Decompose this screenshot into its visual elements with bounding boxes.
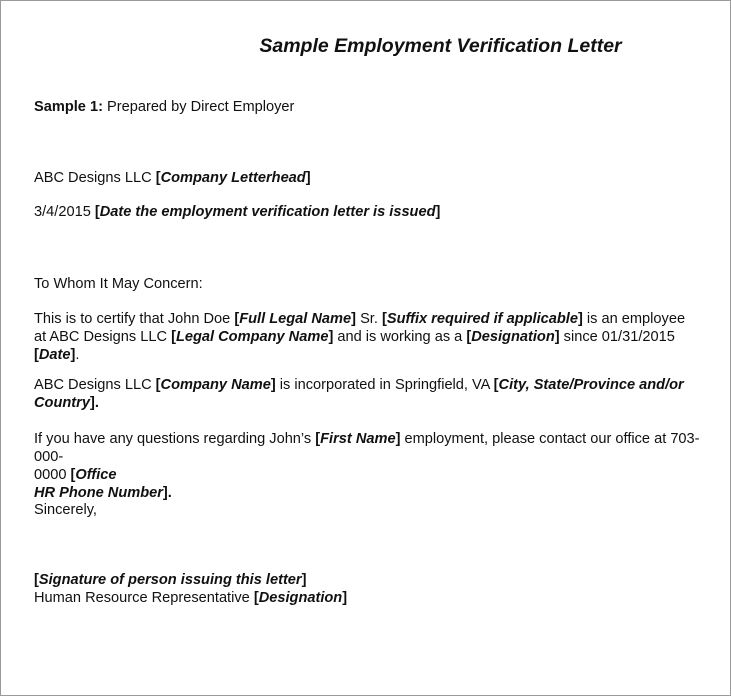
letterhead-line bbox=[34, 169, 724, 187]
text: is incorporated in Springfield, VA bbox=[275, 377, 494, 393]
placeholder: Date bbox=[38, 347, 71, 363]
placeholder-separator: , bbox=[525, 377, 530, 393]
signature-block: [Signature of person issuing this letter] Human Resource Representative [Designation] bbox=[34, 572, 348, 606]
signer-placeholder: Designation bbox=[258, 590, 343, 606]
page-title: Sample Employment Verification Letter bbox=[259, 35, 622, 57]
placeholder: Suffix required if applicable bbox=[386, 311, 578, 327]
bracket: ] bbox=[305, 170, 311, 186]
closing-text: Sincerely, bbox=[34, 502, 97, 518]
text: ABC Designs LLC bbox=[34, 377, 156, 393]
sample-label: Sample 1: bbox=[34, 99, 103, 115]
text: is an employee bbox=[582, 311, 686, 327]
placeholder: City bbox=[498, 377, 526, 393]
company-text: ABC Designs LLC bbox=[34, 170, 152, 186]
paragraph-2: ABC Designs LLC [Company Name] is incorporated in Springfield, VA [City, State/Province and/or Country]. bbox=[34, 377, 684, 411]
sample-line bbox=[34, 98, 724, 116]
signature-placeholder: Signature of person issuing this letter bbox=[38, 572, 302, 588]
text: Sr. bbox=[356, 311, 382, 327]
text: and is working as a bbox=[333, 329, 467, 345]
placeholder: HR Phone Number bbox=[34, 485, 163, 501]
placeholder: First Name bbox=[320, 431, 396, 447]
text: If you have any questions regarding John’s bbox=[34, 431, 316, 447]
date-line bbox=[34, 203, 724, 221]
signer-title: Human Resource Representative bbox=[34, 590, 254, 606]
text: . bbox=[167, 485, 172, 501]
placeholder: Office bbox=[75, 467, 117, 483]
placeholder: Full Legal Name bbox=[239, 311, 352, 327]
text: This is to certify that John Doe bbox=[34, 311, 235, 327]
sample-text: Prepared by Direct Employer bbox=[107, 99, 295, 115]
placeholder: Company Name bbox=[160, 377, 271, 393]
text: since 01/31/2015 bbox=[559, 329, 675, 345]
text: employment, please contact our office at 703-000- bbox=[34, 431, 700, 465]
salutation bbox=[34, 275, 724, 293]
paragraph-3: If you have any questions regarding John’s [First Name] employment, please contact our office at 703-000- 0000 [Office HR Phone Number]. bbox=[34, 431, 700, 501]
text: 0000 bbox=[34, 467, 71, 483]
bracket: ] bbox=[435, 204, 441, 220]
closing bbox=[34, 501, 724, 519]
text: . bbox=[75, 347, 80, 363]
placeholder: Country bbox=[34, 395, 90, 411]
placeholder: Designation bbox=[471, 329, 555, 345]
text: . bbox=[94, 395, 99, 411]
date-text: 3/4/2015 bbox=[34, 204, 91, 220]
paragraph-1: This is to certify that John Doe [Full Legal Name] Sr. [Suffix required if applicable] is an employee at ABC Designs LLC [Legal Company Name] and is working as a [Designation] since 01/31/2015 [Date]. bbox=[34, 311, 686, 363]
salutation-text: To Whom It May Concern: bbox=[34, 276, 203, 292]
text: at ABC Designs LLC bbox=[34, 329, 172, 345]
placeholder: Legal Company Name bbox=[175, 329, 329, 345]
bracket: [ bbox=[155, 170, 161, 186]
date-placeholder: Date the employment verification letter is issued bbox=[99, 204, 436, 220]
placeholder: State/Province and/or bbox=[533, 377, 684, 393]
bracket: [ bbox=[94, 204, 100, 220]
letterhead-placeholder: Company Letterhead bbox=[160, 170, 306, 186]
